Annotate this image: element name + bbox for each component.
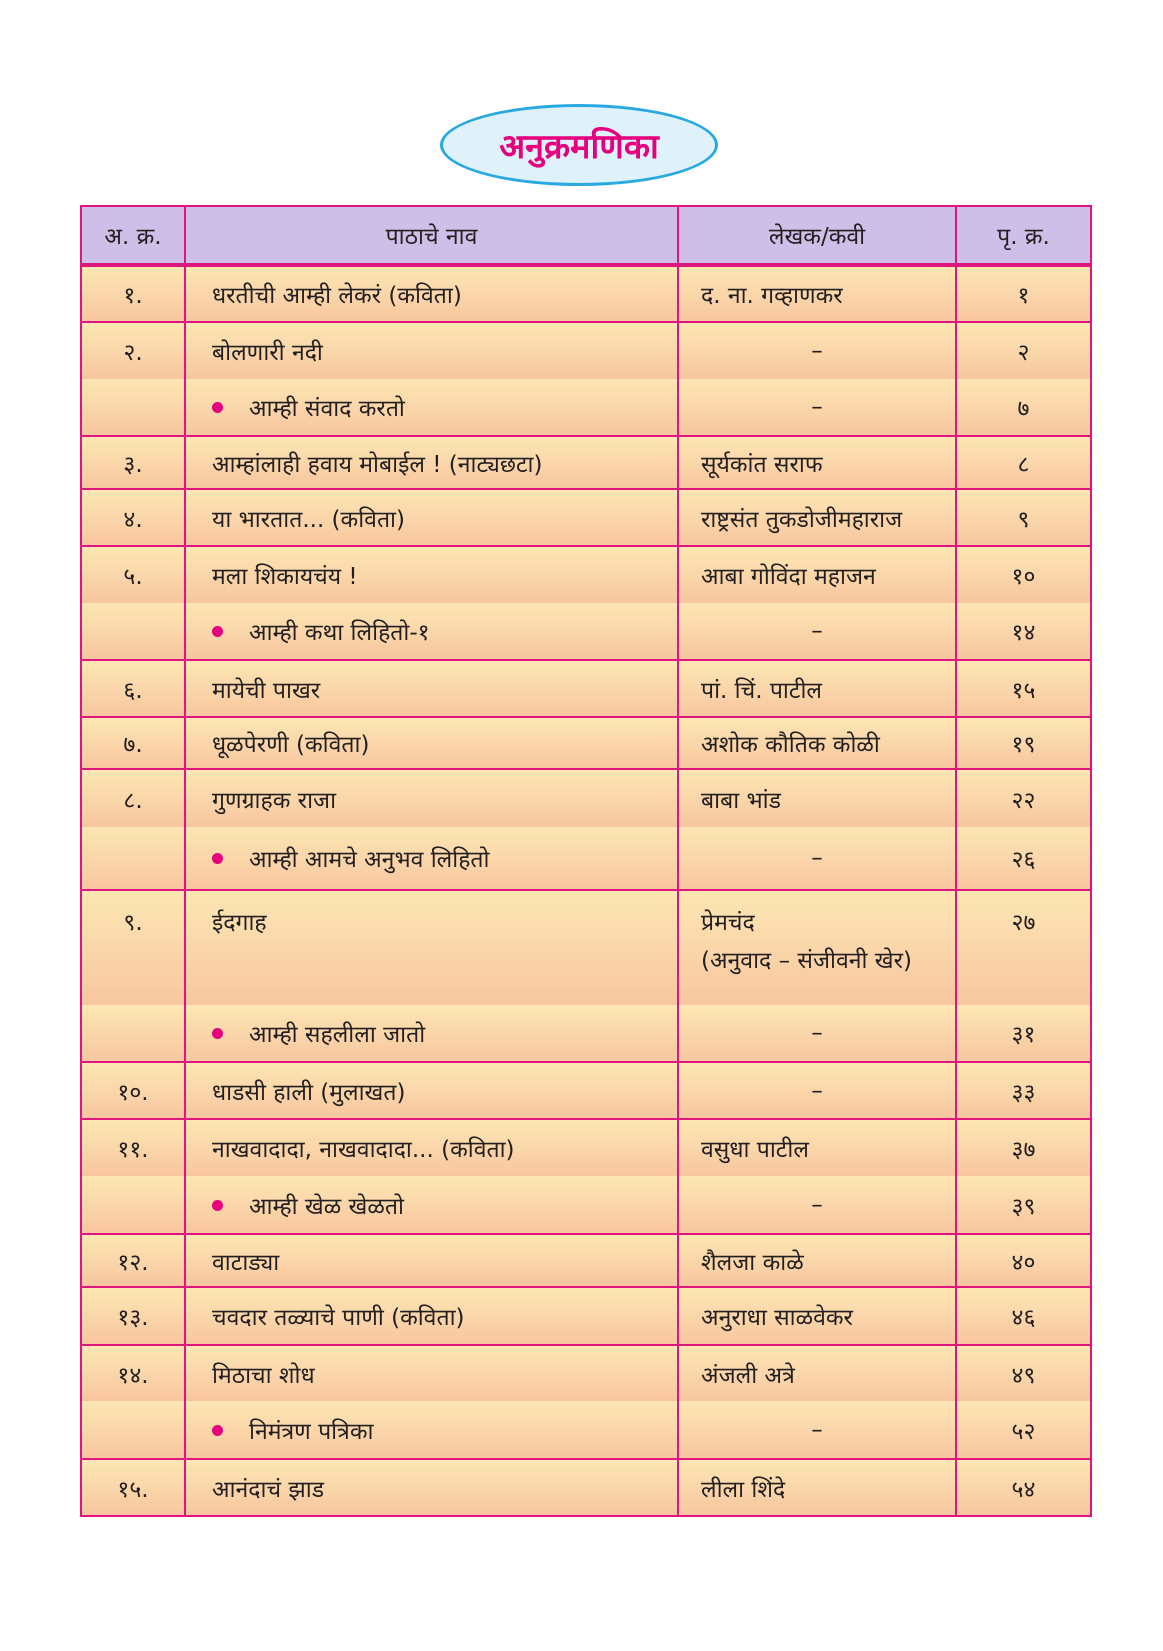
row-serial bbox=[81, 1005, 185, 1062]
row-name: धाडसी हाली (मुलाखत) bbox=[185, 1062, 678, 1119]
row-author: बाबा भांड bbox=[678, 769, 956, 827]
row-page: ४९ bbox=[956, 1345, 1091, 1401]
row-page: ५४ bbox=[956, 1459, 1091, 1516]
row-serial bbox=[81, 1176, 185, 1234]
row-page: ४० bbox=[956, 1234, 1091, 1287]
row-name: आम्ही आमचे अनुभव लिहितो bbox=[249, 847, 490, 873]
row-author: अशोक कौतिक कोळी bbox=[678, 717, 956, 769]
row-serial bbox=[81, 379, 185, 436]
row-author: द. ना. गव्हाणकर bbox=[678, 265, 956, 322]
row-author: – bbox=[678, 827, 956, 890]
row-serial bbox=[81, 1401, 185, 1459]
row-serial: १५. bbox=[81, 1459, 185, 1516]
row-author: – bbox=[678, 1005, 956, 1062]
row-name: नाखवादादा, नाखवादादा... (कविता) bbox=[185, 1119, 678, 1176]
row-name: आनंदाचं झाड bbox=[185, 1459, 678, 1516]
row-page: ३९ bbox=[956, 1176, 1091, 1234]
table-row bbox=[81, 1176, 1091, 1234]
bullet-icon bbox=[212, 402, 223, 413]
row-page: ९ bbox=[956, 489, 1091, 546]
row-name: धूळपेरणी (कविता) bbox=[185, 717, 678, 769]
row-serial: ११. bbox=[81, 1119, 185, 1176]
header-lesson: पाठाचे नाव bbox=[185, 206, 678, 265]
row-serial: १०. bbox=[81, 1062, 185, 1119]
row-name-sub bbox=[185, 603, 678, 660]
row-author: – bbox=[678, 1062, 956, 1119]
row-page: १० bbox=[956, 546, 1091, 603]
table-row bbox=[81, 1345, 1091, 1401]
row-page: ३१ bbox=[956, 1005, 1091, 1062]
header-author: लेखक/कवी bbox=[678, 206, 956, 265]
row-author: – bbox=[678, 379, 956, 436]
row-serial: २. bbox=[81, 322, 185, 379]
row-serial: ९. bbox=[81, 890, 185, 1005]
table-row bbox=[81, 1062, 1091, 1119]
header-page: पृ. क्र. bbox=[956, 206, 1091, 265]
table-row bbox=[81, 769, 1091, 827]
row-name: आम्ही सहलीला जातो bbox=[249, 1022, 426, 1048]
row-author: – bbox=[678, 1401, 956, 1459]
row-serial: ३. bbox=[81, 436, 185, 489]
row-name: चवदार तळ्याचे पाणी (कविता) bbox=[185, 1287, 678, 1345]
row-name: आम्ही संवाद करतो bbox=[249, 396, 405, 422]
row-name: बोलणारी नदी bbox=[185, 322, 678, 379]
table-row bbox=[81, 827, 1091, 890]
row-author: – bbox=[678, 322, 956, 379]
row-name-sub bbox=[185, 379, 678, 436]
row-serial bbox=[81, 603, 185, 660]
row-name: वाटाड्या bbox=[185, 1234, 678, 1287]
table-row bbox=[81, 1287, 1091, 1345]
row-name: ईदगाह bbox=[185, 890, 678, 1005]
row-serial: ५. bbox=[81, 546, 185, 603]
row-author: पां. चिं. पाटील bbox=[678, 660, 956, 717]
row-name: मायेची पाखर bbox=[185, 660, 678, 717]
row-page: १९ bbox=[956, 717, 1091, 769]
row-author: – bbox=[678, 603, 956, 660]
table-row bbox=[81, 379, 1091, 436]
row-author: शैलजा काळे bbox=[678, 1234, 956, 1287]
row-author: आबा गोविंदा महाजन bbox=[678, 546, 956, 603]
row-name-sub bbox=[185, 1176, 678, 1234]
row-name-sub bbox=[185, 1401, 678, 1459]
row-page: ३३ bbox=[956, 1062, 1091, 1119]
table-row bbox=[81, 603, 1091, 660]
bullet-icon bbox=[212, 1200, 223, 1211]
table-row bbox=[81, 1234, 1091, 1287]
row-author-translator: (अनुवाद – संजीवनी खेर) bbox=[701, 948, 912, 974]
row-author: वसुधा पाटील bbox=[678, 1119, 956, 1176]
row-page: ३७ bbox=[956, 1119, 1091, 1176]
header-row bbox=[81, 206, 1091, 265]
row-page: २७ bbox=[956, 890, 1091, 1005]
row-page: २ bbox=[956, 322, 1091, 379]
row-serial: ६. bbox=[81, 660, 185, 717]
row-page: १५ bbox=[956, 660, 1091, 717]
row-page: ७ bbox=[956, 379, 1091, 436]
page-title: अनुक्रमणिका bbox=[499, 127, 659, 167]
row-name-sub bbox=[185, 827, 678, 890]
row-page: १४ bbox=[956, 603, 1091, 660]
row-author-cell bbox=[678, 890, 956, 1005]
row-serial: ७. bbox=[81, 717, 185, 769]
row-serial: ८. bbox=[81, 769, 185, 827]
table-row bbox=[81, 660, 1091, 717]
table-row bbox=[81, 890, 1091, 1005]
row-author: – bbox=[678, 1176, 956, 1234]
contents-table bbox=[80, 205, 1092, 1517]
row-name: आम्ही खेळ खेळतो bbox=[249, 1193, 404, 1220]
bullet-icon bbox=[212, 1425, 223, 1436]
table-row bbox=[81, 322, 1091, 379]
row-author: अनुराधा साळवेकर bbox=[678, 1287, 956, 1345]
table-row bbox=[81, 1005, 1091, 1062]
row-serial: ४. bbox=[81, 489, 185, 546]
row-name: मला शिकायचंय ! bbox=[185, 546, 678, 603]
table-row bbox=[81, 1119, 1091, 1176]
row-name: गुणग्राहक राजा bbox=[185, 769, 678, 827]
row-author: प्रेमचंद bbox=[701, 910, 755, 936]
table-row bbox=[81, 489, 1091, 546]
title-oval bbox=[440, 104, 718, 186]
row-page: १ bbox=[956, 265, 1091, 322]
row-page: २२ bbox=[956, 769, 1091, 827]
row-name: धरतीची आम्ही लेकरं (कविता) bbox=[185, 265, 678, 322]
row-author: राष्ट्रसंत तुकडोजीमहाराज bbox=[678, 489, 956, 546]
table-row bbox=[81, 546, 1091, 603]
row-name: निमंत्रण पत्रिका bbox=[249, 1418, 374, 1445]
bullet-icon bbox=[212, 853, 223, 864]
row-serial: १४. bbox=[81, 1345, 185, 1401]
header-serial: अ. क्र. bbox=[81, 206, 185, 265]
table-row bbox=[81, 265, 1091, 322]
table-row bbox=[81, 436, 1091, 489]
row-page: ८ bbox=[956, 436, 1091, 489]
row-page: ५२ bbox=[956, 1401, 1091, 1459]
row-name: आम्ही कथा लिहितो-१ bbox=[249, 620, 430, 646]
row-serial bbox=[81, 827, 185, 890]
row-author: सूर्यकांत सराफ bbox=[678, 436, 956, 489]
bullet-icon bbox=[212, 1028, 223, 1039]
row-serial: १. bbox=[81, 265, 185, 322]
row-author: अंजली अत्रे bbox=[678, 1345, 956, 1401]
bullet-icon bbox=[212, 626, 223, 637]
row-page: २६ bbox=[956, 827, 1091, 890]
table-row bbox=[81, 1459, 1091, 1516]
row-name: आम्हांलाही हवाय मोबाईल ! (नाट्यछटा) bbox=[185, 436, 678, 489]
table-row bbox=[81, 1401, 1091, 1459]
row-serial: १२. bbox=[81, 1234, 185, 1287]
row-author: लीला शिंदे bbox=[678, 1459, 956, 1516]
row-name-sub bbox=[185, 1005, 678, 1062]
row-page: ४६ bbox=[956, 1287, 1091, 1345]
row-name: मिठाचा शोध bbox=[185, 1345, 678, 1401]
row-name: या भारतात... (कविता) bbox=[185, 489, 678, 546]
row-serial: १३. bbox=[81, 1287, 185, 1345]
table-row bbox=[81, 717, 1091, 769]
